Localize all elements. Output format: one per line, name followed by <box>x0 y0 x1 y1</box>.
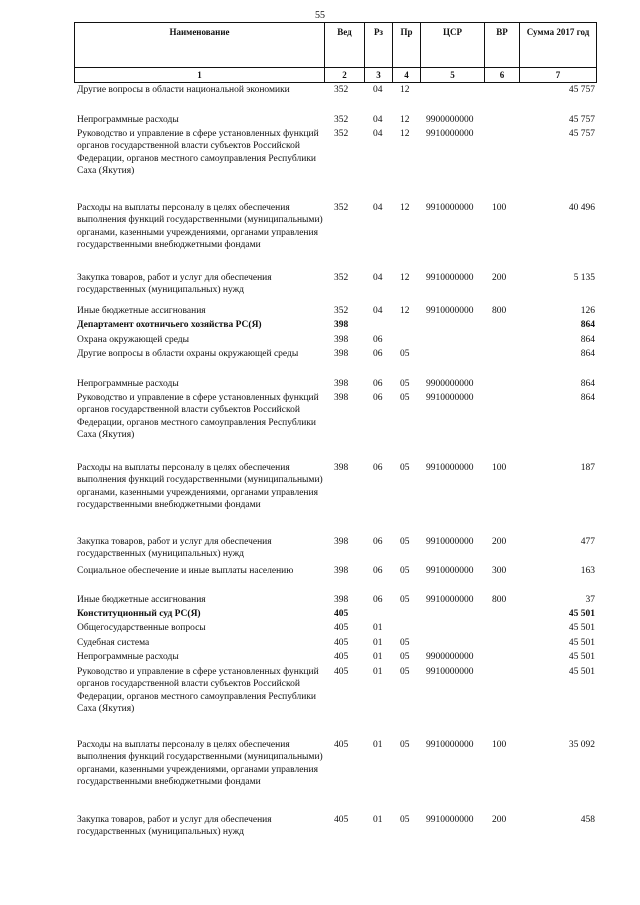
cell-pr: 05 <box>400 652 410 662</box>
cell-csr: 9910000000 <box>426 463 474 473</box>
cell-pr: 05 <box>400 379 410 389</box>
cell-name: Социальное обеспечение и иные выплаты населению <box>77 566 294 576</box>
cell-ved: 398 <box>334 595 349 605</box>
cell-pr: 05 <box>400 463 410 473</box>
cell-name: Расходы на выплаты персоналу в целях обеспечения выполнения функций государственными (муниципальными) органами, казенными учреждениями, органами управления государственными внебюджетными фондами <box>77 463 323 510</box>
cell-rz: 04 <box>373 273 383 283</box>
cell-rz: 06 <box>373 595 383 605</box>
cell-rz: 06 <box>373 537 383 547</box>
cell-name: Иные бюджетные ассигнования <box>77 595 206 605</box>
cell-rz: 04 <box>373 203 383 213</box>
header-pr: Пр <box>393 23 421 68</box>
cell-pr: 12 <box>400 306 410 316</box>
cell-csr: 9910000000 <box>426 393 474 403</box>
cell-csr: 9910000000 <box>426 815 474 825</box>
cell-sum: 37 <box>585 595 595 605</box>
cell-rz: 06 <box>373 393 383 403</box>
cell-rz: 04 <box>373 129 383 139</box>
cell-ved: 405 <box>334 815 349 825</box>
cell-name: Департамент охотничьего хозяйства РС(Я) <box>77 320 262 330</box>
cell-pr: 12 <box>400 115 410 125</box>
cell-sum: 477 <box>580 537 595 547</box>
cell-ved: 352 <box>334 129 349 139</box>
cell-rz: 06 <box>373 566 383 576</box>
cell-rz: 01 <box>373 638 383 648</box>
cell-pr: 12 <box>400 273 410 283</box>
header-sum: Сумма 2017 год <box>520 23 597 68</box>
cell-csr: 9910000000 <box>426 566 474 576</box>
cell-rz: 01 <box>373 667 383 677</box>
cell-vr: 100 <box>492 740 507 750</box>
cell-sum: 45 757 <box>568 129 595 139</box>
header-vr: ВР <box>485 23 520 68</box>
cell-csr: 9910000000 <box>426 273 474 283</box>
cell-csr: 9900000000 <box>426 652 474 662</box>
cell-rz: 04 <box>373 115 383 125</box>
cell-vr: 200 <box>492 537 507 547</box>
cell-vr: 300 <box>492 566 507 576</box>
header-name: Наименование <box>75 23 325 68</box>
cell-pr: 12 <box>400 129 410 139</box>
cell-pr: 05 <box>400 393 410 403</box>
cell-vr: 200 <box>492 815 507 825</box>
cell-name: Расходы на выплаты персоналу в целях обеспечения выполнения функций государственными (муниципальными) органами, казенными учреждениями, органами управления государственными внебюджетными фондами <box>77 740 323 787</box>
column-number: 4 <box>393 68 421 83</box>
cell-ved: 405 <box>334 652 349 662</box>
cell-csr: 9900000000 <box>426 379 474 389</box>
cell-pr: 05 <box>400 566 410 576</box>
page-number: 55 <box>315 10 325 21</box>
cell-ved: 398 <box>334 463 349 473</box>
cell-pr: 05 <box>400 595 410 605</box>
cell-pr: 05 <box>400 349 410 359</box>
cell-name: Непрограммные расходы <box>77 115 179 125</box>
cell-rz: 01 <box>373 740 383 750</box>
cell-sum: 45 757 <box>568 85 595 95</box>
cell-pr: 05 <box>400 537 410 547</box>
cell-name: Закупка товаров, работ и услуг для обеспечения государственных (муниципальных) нужд <box>77 815 272 838</box>
cell-ved: 405 <box>334 740 349 750</box>
cell-rz: 06 <box>373 335 383 345</box>
cell-vr: 100 <box>492 203 507 213</box>
cell-sum: 45 501 <box>568 609 595 619</box>
cell-csr: 9910000000 <box>426 595 474 605</box>
cell-sum: 45 501 <box>568 623 595 633</box>
cell-csr: 9910000000 <box>426 306 474 316</box>
cell-csr: 9900000000 <box>426 115 474 125</box>
cell-rz: 01 <box>373 652 383 662</box>
cell-sum: 864 <box>580 335 595 345</box>
cell-sum: 45 501 <box>568 667 595 677</box>
cell-ved: 405 <box>334 623 349 633</box>
cell-ved: 398 <box>334 566 349 576</box>
cell-rz: 01 <box>373 815 383 825</box>
cell-sum: 40 496 <box>568 203 595 213</box>
column-number: 5 <box>421 68 485 83</box>
cell-ved: 398 <box>334 379 349 389</box>
cell-vr: 800 <box>492 595 507 605</box>
cell-rz: 04 <box>373 85 383 95</box>
cell-sum: 187 <box>580 463 595 473</box>
cell-sum: 126 <box>580 306 595 316</box>
cell-ved: 398 <box>334 320 349 330</box>
cell-csr: 9910000000 <box>426 203 474 213</box>
cell-csr: 9910000000 <box>426 667 474 677</box>
cell-csr: 9910000000 <box>426 129 474 139</box>
cell-rz: 01 <box>373 623 383 633</box>
cell-vr: 100 <box>492 463 507 473</box>
cell-name: Закупка товаров, работ и услуг для обеспечения государственных (муниципальных) нужд <box>77 273 272 296</box>
cell-pr: 12 <box>400 85 410 95</box>
cell-name: Расходы на выплаты персоналу в целях обеспечения выполнения функций государственными (муниципальными) органами, казенными учреждениями, органами управления государственными внебюджетными фондами <box>77 203 323 250</box>
cell-ved: 405 <box>334 609 349 619</box>
cell-ved: 352 <box>334 273 349 283</box>
cell-ved: 398 <box>334 537 349 547</box>
cell-ved: 398 <box>334 393 349 403</box>
column-number: 3 <box>365 68 393 83</box>
header-csr: ЦСР <box>421 23 485 68</box>
cell-sum: 163 <box>580 566 595 576</box>
cell-sum: 458 <box>580 815 595 825</box>
cell-ved: 405 <box>334 638 349 648</box>
cell-name: Судебная система <box>77 638 150 648</box>
cell-ved: 352 <box>334 115 349 125</box>
cell-name: Непрограммные расходы <box>77 379 179 389</box>
cell-rz: 06 <box>373 349 383 359</box>
cell-ved: 352 <box>334 203 349 213</box>
cell-ved: 398 <box>334 335 349 345</box>
cell-rz: 06 <box>373 379 383 389</box>
cell-sum: 35 092 <box>568 740 595 750</box>
cell-name: Иные бюджетные ассигнования <box>77 306 206 316</box>
cell-sum: 864 <box>580 349 595 359</box>
cell-ved: 398 <box>334 349 349 359</box>
column-number: 6 <box>485 68 520 83</box>
cell-ved: 405 <box>334 667 349 677</box>
cell-name: Руководство и управление в сфере установленных функций органов государственной власти субъектов Российской Федерации, органов местного самоуправления Республики Саха (Якутия) <box>77 393 319 440</box>
cell-pr: 05 <box>400 815 410 825</box>
cell-sum: 5 135 <box>573 273 595 283</box>
cell-pr: 05 <box>400 740 410 750</box>
cell-sum: 45 757 <box>568 115 595 125</box>
header-rz: Рз <box>365 23 393 68</box>
cell-sum: 45 501 <box>568 652 595 662</box>
cell-csr: 9910000000 <box>426 740 474 750</box>
cell-sum: 45 501 <box>568 638 595 648</box>
header-ved: Вед <box>325 23 365 68</box>
cell-name: Другие вопросы в области национальной экономики <box>77 85 290 95</box>
cell-rz: 04 <box>373 306 383 316</box>
cell-name: Другие вопросы в области охраны окружающей среды <box>77 349 299 359</box>
cell-pr: 05 <box>400 638 410 648</box>
cell-name: Общегосударственные вопросы <box>77 623 206 633</box>
cell-sum: 864 <box>580 320 595 330</box>
cell-sum: 864 <box>580 379 595 389</box>
cell-ved: 352 <box>334 306 349 316</box>
cell-csr: 9910000000 <box>426 537 474 547</box>
cell-name: Закупка товаров, работ и услуг для обеспечения государственных (муниципальных) нужд <box>77 537 272 560</box>
cell-pr: 12 <box>400 203 410 213</box>
cell-name: Охрана окружающей среды <box>77 335 190 345</box>
cell-name: Руководство и управление в сфере установленных функций органов государственной власти субъектов Российской Федерации, органов местного самоуправления Республики Саха (Якутия) <box>77 667 319 714</box>
column-number: 7 <box>520 68 597 83</box>
cell-vr: 200 <box>492 273 507 283</box>
cell-name: Непрограммные расходы <box>77 652 179 662</box>
cell-pr: 05 <box>400 667 410 677</box>
column-number: 2 <box>325 68 365 83</box>
cell-vr: 800 <box>492 306 507 316</box>
cell-sum: 864 <box>580 393 595 403</box>
cell-rz: 06 <box>373 463 383 473</box>
cell-ved: 352 <box>334 85 349 95</box>
cell-name: Конституционный суд РС(Я) <box>77 609 201 619</box>
column-number: 1 <box>75 68 325 83</box>
cell-name: Руководство и управление в сфере установленных функций органов государственной власти субъектов Российской Федерации, органов местного самоуправления Республики Саха (Якутия) <box>77 129 319 176</box>
